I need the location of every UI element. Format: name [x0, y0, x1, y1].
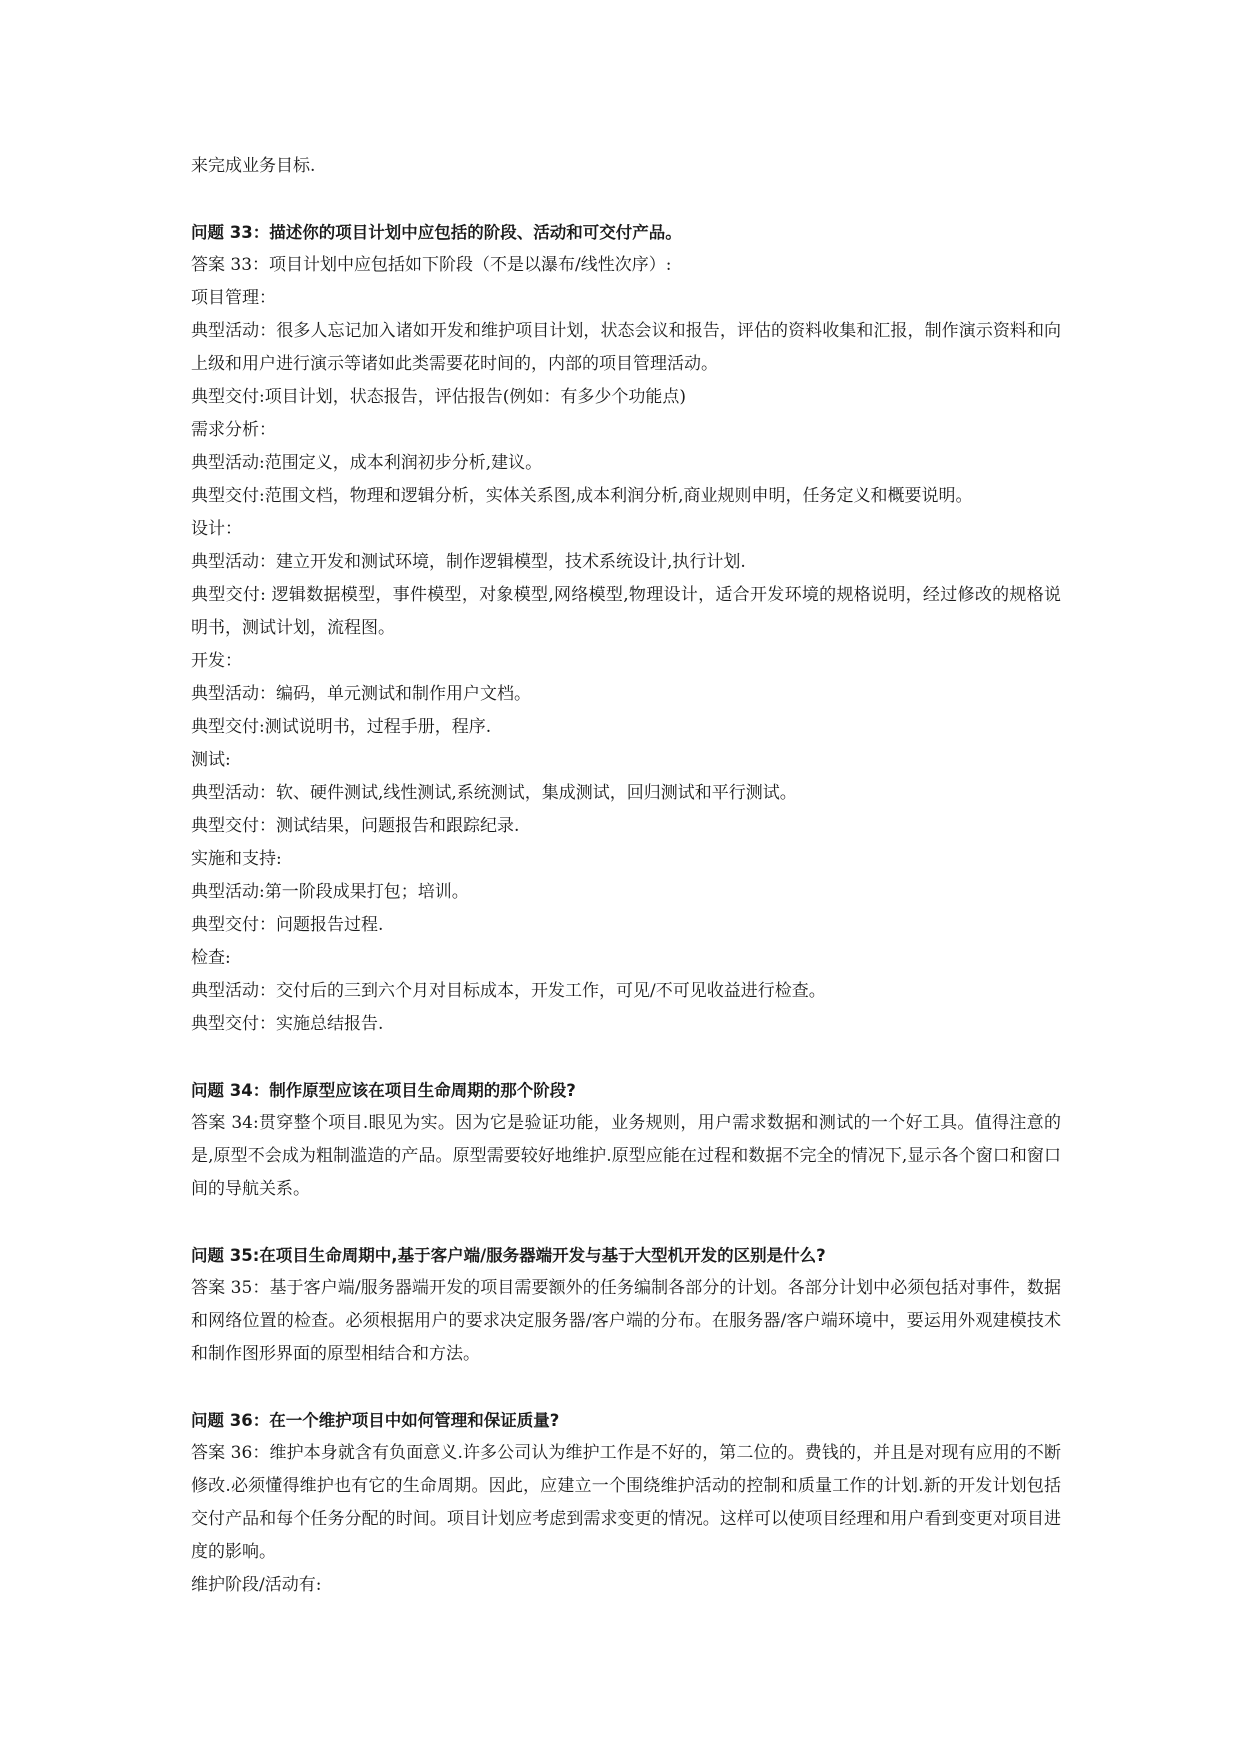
question-34-heading: 问题 34：制作原型应该在项目生命周期的那个阶段?: [191, 1081, 576, 1100]
question-35-heading: 问题 35:在项目生命周期中,基于客户端/服务器端开发与基于大型机开发的区别是什么?: [191, 1246, 826, 1265]
req-deliverables: 典型交付:范围文档，物理和逻辑分析，实体关系图,成本利润分析,商业规则申明，任务定义和概要说明。: [191, 486, 973, 506]
question-36-heading: 问题 36：在一个维护项目中如何管理和保证质量?: [191, 1411, 560, 1430]
document-page: [191, 150, 1061, 1602]
req-activities: 典型活动:范围定义，成本利润初步分析,建议。: [191, 453, 543, 473]
impl-activities: 典型活动:第一阶段成果打包；培训。: [191, 882, 469, 902]
answer-34: 答案 34:贯穿整个项目.眼见为实。因为它是验证功能，业务规则，用户需求数据和测试的一个好工具。值得注意的是,原型不会成为粗制滥造的产品。原型需要较好地维护.原型应能在过程和数据不完全的情况下,显示各个窗口和窗口间的导航关系。: [191, 1113, 1061, 1199]
answer-35: 答案 35：基于客户端/服务器端开发的项目需要额外的任务编制各部分的计划。各部分计划中必须包括对事件，数据和网络位置的检查。必须根据用户的要求决定服务器/客户端的分布。在服务器/客户端环境中，要运用外观建模技术和制作图形界面的原型相结合和方法。: [191, 1278, 1061, 1364]
pm-activities: 典型活动：很多人忘记加入诸如开发和维护项目计划，状态会议和报告，评估的资料收集和汇报，制作演示资料和向上级和用户进行演示等诸如此类需要花时间的，内部的项目管理活动。: [191, 321, 1061, 374]
phase-implementation: 实施和支持:: [191, 849, 282, 869]
phase-requirements: 需求分析：: [191, 420, 276, 440]
dev-activities: 典型活动：编码，单元测试和制作用户文档。: [191, 684, 531, 704]
phase-review: 检查:: [191, 948, 231, 968]
question-33-heading: 问题 33：描述你的项目计划中应包括的阶段、活动和可交付产品。: [191, 223, 682, 242]
intro-line: 来完成业务目标.: [191, 156, 316, 176]
answer-36: 答案 36：维护本身就含有负面意义.许多公司认为维护工作是不好的，第二位的。费钱的，并且是对现有应用的不断修改.必须懂得维护也有它的生命周期。因此，应建立一个围绕维护活动的控制和质量工作的计划.新的开发计划包括交付产品和每个任务分配的时间。项目计划应考虑到需求变更的情况。这样可以使项目经理和用户看到变更对项目进度的影响。: [191, 1443, 1061, 1562]
test-activities: 典型活动：软、硬件测试,线性测试,系统测试，集成测试，回归测试和平行测试。: [191, 783, 797, 803]
phase-design: 设计：: [191, 519, 242, 539]
answer-33-intro: 答案 33：项目计划中应包括如下阶段（不是以瀑布/线性次序）:: [191, 255, 672, 275]
dev-deliverables: 典型交付:测试说明书，过程手册，程序.: [191, 717, 492, 737]
test-deliverables: 典型交付：测试结果，问题报告和跟踪纪录.: [191, 816, 520, 836]
phase-development: 开发：: [191, 651, 242, 671]
phase-project-management: 项目管理：: [191, 288, 276, 308]
phase-testing: 测试:: [191, 750, 231, 770]
pm-deliverables: 典型交付:项目计划，状态报告，评估报告(例如：有多少个功能点): [191, 387, 686, 407]
review-deliverables: 典型交付：实施总结报告.: [191, 1014, 384, 1034]
impl-deliverables: 典型交付：问题报告过程.: [191, 915, 384, 935]
maintenance-phases-line: 维护阶段/活动有:: [191, 1575, 322, 1595]
review-activities: 典型活动：交付后的三到六个月对目标成本，开发工作，可见/不可见收益进行检查。: [191, 981, 826, 1001]
design-deliverables: 典型交付: 逻辑数据模型，事件模型，对象模型,网络模型,物理设计，适合开发环境的规格说明，经过修改的规格说明书，测试计划，流程图。: [191, 585, 1061, 638]
design-activities: 典型活动：建立开发和测试环境，制作逻辑模型，技术系统设计,执行计划.: [191, 552, 746, 572]
